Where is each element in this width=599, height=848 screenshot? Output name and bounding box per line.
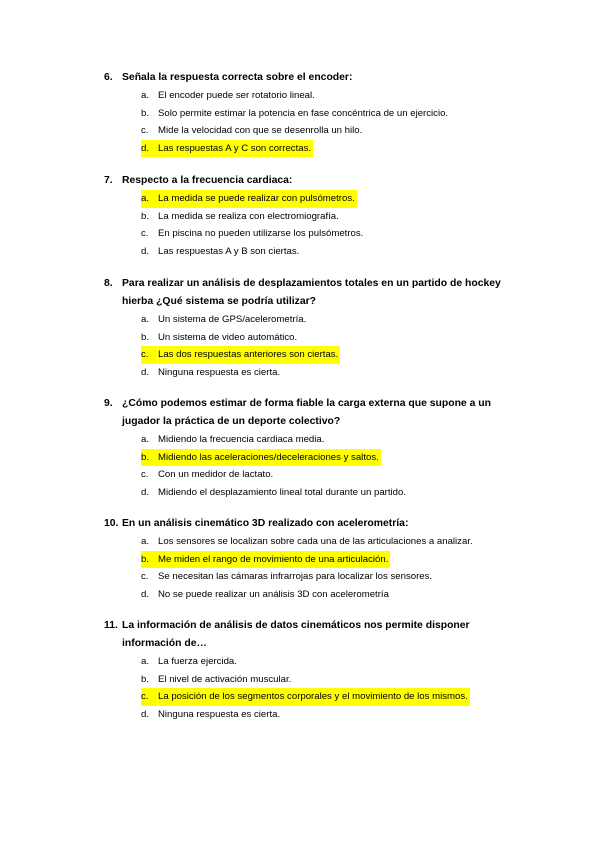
question-text: hierba ¿Qué sistema se podría utilizar? bbox=[122, 296, 317, 307]
answer-option bbox=[104, 311, 524, 329]
answer-option bbox=[104, 364, 524, 382]
answer-option bbox=[104, 225, 524, 243]
answer-option bbox=[104, 105, 524, 123]
option-text: Me miden el rango de movimiento de una articulación. bbox=[158, 551, 390, 569]
option-text: No se puede realizar un análisis 3D con acelerometría bbox=[158, 588, 389, 600]
question-7 bbox=[104, 172, 524, 260]
option-text: Las respuestas A y B son ciertas. bbox=[158, 245, 300, 257]
answer-option bbox=[104, 243, 524, 261]
question-text: Señala la respuesta correcta sobre el encoder: bbox=[122, 72, 353, 83]
option-text: En piscina no pueden utilizarse los pulsómetros. bbox=[158, 228, 364, 240]
option-text: La fuerza ejercida. bbox=[158, 656, 237, 667]
option-letter: c. bbox=[141, 346, 157, 364]
option-text: Se necesitan las cámaras infrarrojas para localizar los sensores. bbox=[158, 571, 433, 583]
option-letter: c. bbox=[141, 125, 149, 137]
option-text: Las dos respuestas anteriores son ciertas. bbox=[158, 346, 340, 364]
option-text: El encoder puede ser rotatorio lineal. bbox=[158, 90, 315, 101]
option-text: Solo permite estimar la potencia en fase concéntrica de un ejercicio. bbox=[158, 107, 449, 119]
option-text: Con un medidor de lactato. bbox=[158, 469, 274, 481]
answer-option-highlighted bbox=[104, 688, 524, 706]
question-6 bbox=[104, 69, 524, 157]
answer-option bbox=[104, 533, 524, 551]
question-8 bbox=[104, 275, 524, 381]
option-text: Midiendo las aceleraciones/deceleraciones y saltos. bbox=[158, 449, 381, 467]
answer-option bbox=[104, 653, 524, 671]
option-letter: b. bbox=[141, 210, 150, 222]
question-text-line bbox=[104, 69, 524, 87]
answer-option-highlighted bbox=[104, 551, 524, 569]
option-text: El nivel de activación muscular. bbox=[158, 673, 292, 685]
question-text: jugador la práctica de un deporte colectivo? bbox=[122, 416, 341, 427]
question-11 bbox=[104, 617, 524, 723]
question-text-line bbox=[104, 617, 524, 635]
option-letter: c. bbox=[141, 688, 157, 706]
option-text: La medida se puede realizar con pulsómetros. bbox=[158, 190, 357, 208]
question-text: ¿Cómo podemos estimar de forma fiable la carga externa que supone a un bbox=[122, 398, 491, 409]
answer-option bbox=[104, 586, 524, 604]
option-text: Un sistema de video automático. bbox=[158, 331, 298, 343]
option-letter: b. bbox=[141, 673, 150, 685]
question-text: En un análisis cinemático 3D realizado con acelerometría: bbox=[122, 518, 409, 529]
option-letter: b. bbox=[141, 331, 150, 343]
answer-option bbox=[104, 87, 524, 105]
question-9 bbox=[104, 395, 524, 501]
question-number: 7. bbox=[104, 175, 113, 186]
option-text: Un sistema de GPS/acelerometría. bbox=[158, 314, 307, 325]
question-number: 8. bbox=[104, 278, 113, 289]
answer-option bbox=[104, 466, 524, 484]
answer-option bbox=[104, 122, 524, 140]
answer-option bbox=[104, 329, 524, 347]
question-text: Para realizar un análisis de desplazamientos totales en un partido de hockey bbox=[122, 278, 501, 289]
answer-option bbox=[104, 431, 524, 449]
option-letter: d. bbox=[141, 366, 150, 378]
option-letter: c. bbox=[141, 571, 149, 583]
answer-option bbox=[104, 484, 524, 502]
question-text-line bbox=[104, 515, 524, 533]
question-text: Respecto a la frecuencia cardiaca: bbox=[122, 175, 293, 186]
question-text: información de… bbox=[122, 638, 207, 649]
option-text: Mide la velocidad con que se desenrolla un hilo. bbox=[158, 125, 363, 137]
option-letter: d. bbox=[141, 140, 158, 158]
option-letter: b. bbox=[141, 107, 150, 119]
option-letter: d. bbox=[141, 588, 150, 600]
option-letter: a. bbox=[141, 536, 150, 547]
question-10 bbox=[104, 515, 524, 603]
answer-option bbox=[104, 671, 524, 689]
option-text: Ninguna respuesta es cierta. bbox=[158, 708, 281, 720]
question-number: 9. bbox=[104, 398, 113, 409]
answer-option bbox=[104, 568, 524, 586]
answer-option-highlighted bbox=[104, 449, 524, 467]
option-letter: c. bbox=[141, 228, 149, 240]
option-letter: a. bbox=[141, 656, 150, 667]
option-text: Midiendo el desplazamiento lineal total durante un partido. bbox=[158, 486, 406, 498]
question-text-line bbox=[104, 172, 524, 190]
option-letter: c. bbox=[141, 469, 149, 481]
option-text: Ninguna respuesta es cierta. bbox=[158, 366, 281, 378]
option-text: Los sensores se localizan sobre cada una de las articulaciones a analizar. bbox=[158, 536, 473, 547]
question-number: 6. bbox=[104, 72, 113, 83]
question-number: 11. bbox=[104, 620, 118, 631]
option-text: La posición de los segmentos corporales y el movimiento de los mismos. bbox=[158, 688, 470, 706]
option-text: La medida se realiza con electromiografía. bbox=[158, 210, 339, 222]
option-letter: d. bbox=[141, 245, 150, 257]
question-text: La información de análisis de datos cinemáticos nos permite disponer bbox=[122, 620, 470, 631]
question-text-line bbox=[104, 635, 524, 653]
answer-option-highlighted bbox=[104, 346, 524, 364]
option-letter: d. bbox=[141, 708, 150, 720]
option-letter: b. bbox=[141, 449, 158, 467]
option-letter: a. bbox=[141, 90, 150, 101]
question-text-line bbox=[104, 275, 524, 293]
option-letter: a. bbox=[141, 190, 158, 208]
question-text-line bbox=[104, 293, 524, 311]
option-letter: a. bbox=[141, 314, 150, 325]
option-letter: d. bbox=[141, 486, 150, 498]
option-text: Las respuestas A y C son correctas. bbox=[158, 140, 313, 158]
question-text-line bbox=[104, 413, 524, 431]
answer-option-highlighted bbox=[104, 140, 524, 158]
answer-option-highlighted bbox=[104, 190, 524, 208]
option-text: Midiendo la frecuencia cardiaca media. bbox=[158, 434, 325, 445]
question-text-line bbox=[104, 395, 524, 413]
question-number: 10. bbox=[104, 518, 119, 529]
option-letter: b. bbox=[141, 551, 158, 569]
answer-option bbox=[104, 208, 524, 226]
answer-option bbox=[104, 706, 524, 724]
option-letter: a. bbox=[141, 434, 150, 445]
